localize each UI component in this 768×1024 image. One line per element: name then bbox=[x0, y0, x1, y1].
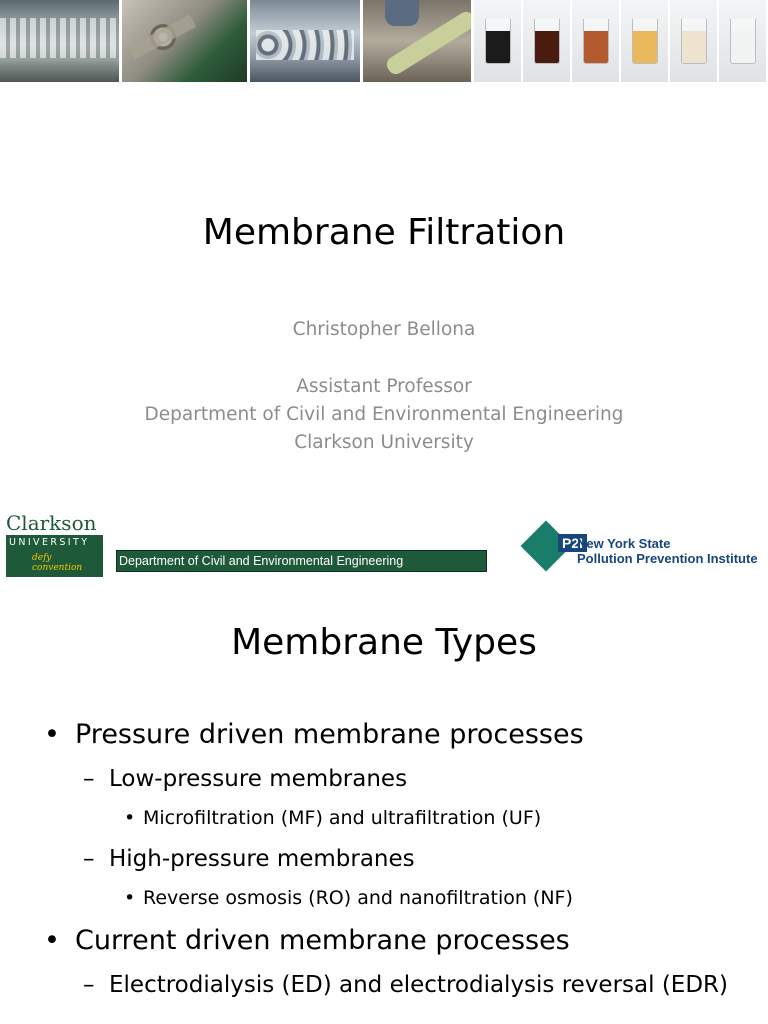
p2i-line2: Pollution Prevention Institute bbox=[577, 551, 758, 566]
water-glass bbox=[572, 0, 621, 82]
water-glass bbox=[523, 0, 572, 82]
glass-icon bbox=[730, 19, 756, 64]
glass-liquid bbox=[731, 31, 755, 63]
membrane-end-photo bbox=[122, 0, 247, 82]
clarkson-logo bbox=[6, 512, 103, 577]
sub-sub-bullet-item: • Reverse osmosis (RO) and nanofiltration (NF) bbox=[44, 878, 764, 918]
department-line: Department of Civil and Environmental Engineering bbox=[144, 404, 624, 425]
clarkson-logo-motto: defy convention bbox=[6, 550, 103, 577]
water-glass bbox=[670, 0, 719, 82]
water-glass bbox=[719, 0, 768, 82]
sub-sub-bullet-item: • Microfiltration (MF) and ultrafiltration (UF) bbox=[44, 798, 764, 838]
p2i-text bbox=[577, 536, 758, 566]
sub-bullet-item: – Electrodialysis (ED) and electrodialysis reversal (EDR) bbox=[44, 966, 764, 1004]
bullet-list bbox=[44, 712, 764, 1004]
p2i-logo bbox=[522, 524, 768, 576]
slide-title: Membrane Filtration bbox=[202, 212, 566, 253]
clarkson-logo-university: UNIVERSITY bbox=[6, 535, 103, 550]
pressure-vessels-photo bbox=[250, 0, 360, 82]
membrane-element-photo bbox=[363, 0, 471, 82]
glass-icon bbox=[632, 19, 658, 64]
glass-icon bbox=[681, 19, 707, 64]
position-line: Assistant Professor bbox=[296, 376, 472, 397]
water-glasses-photo bbox=[474, 0, 768, 82]
clarkson-logo-name: Clarkson bbox=[6, 511, 97, 535]
bullet-item: • Current driven membrane processes bbox=[44, 918, 764, 964]
glass-liquid bbox=[486, 31, 510, 63]
sub-bullet-item: – Low-pressure membranes bbox=[44, 760, 764, 798]
logo-strip bbox=[0, 508, 768, 580]
header-photo-banner bbox=[0, 0, 768, 82]
glass-icon bbox=[485, 19, 511, 64]
glass-icon bbox=[583, 19, 609, 64]
p2i-line1: New York State bbox=[577, 536, 671, 551]
section-title: Membrane Types bbox=[231, 622, 537, 663]
bullet-item: • Pressure driven membrane processes bbox=[44, 712, 764, 758]
water-glass bbox=[621, 0, 670, 82]
university-line: Clarkson University bbox=[294, 432, 474, 453]
ro-plant-photo bbox=[0, 0, 119, 82]
sub-bullet-item: – High-pressure membranes bbox=[44, 840, 764, 878]
glass-liquid bbox=[535, 31, 559, 63]
glass-liquid bbox=[682, 31, 706, 63]
glass-icon bbox=[534, 19, 560, 64]
affiliation-block bbox=[0, 373, 768, 457]
glass-liquid bbox=[633, 31, 657, 63]
author-name: Christopher Bellona bbox=[292, 319, 476, 340]
p2i-mark: P2I bbox=[558, 534, 587, 552]
water-glass bbox=[474, 0, 523, 82]
department-bar: Department of Civil and Environmental Engineering bbox=[116, 550, 487, 572]
glass-liquid bbox=[584, 31, 608, 63]
